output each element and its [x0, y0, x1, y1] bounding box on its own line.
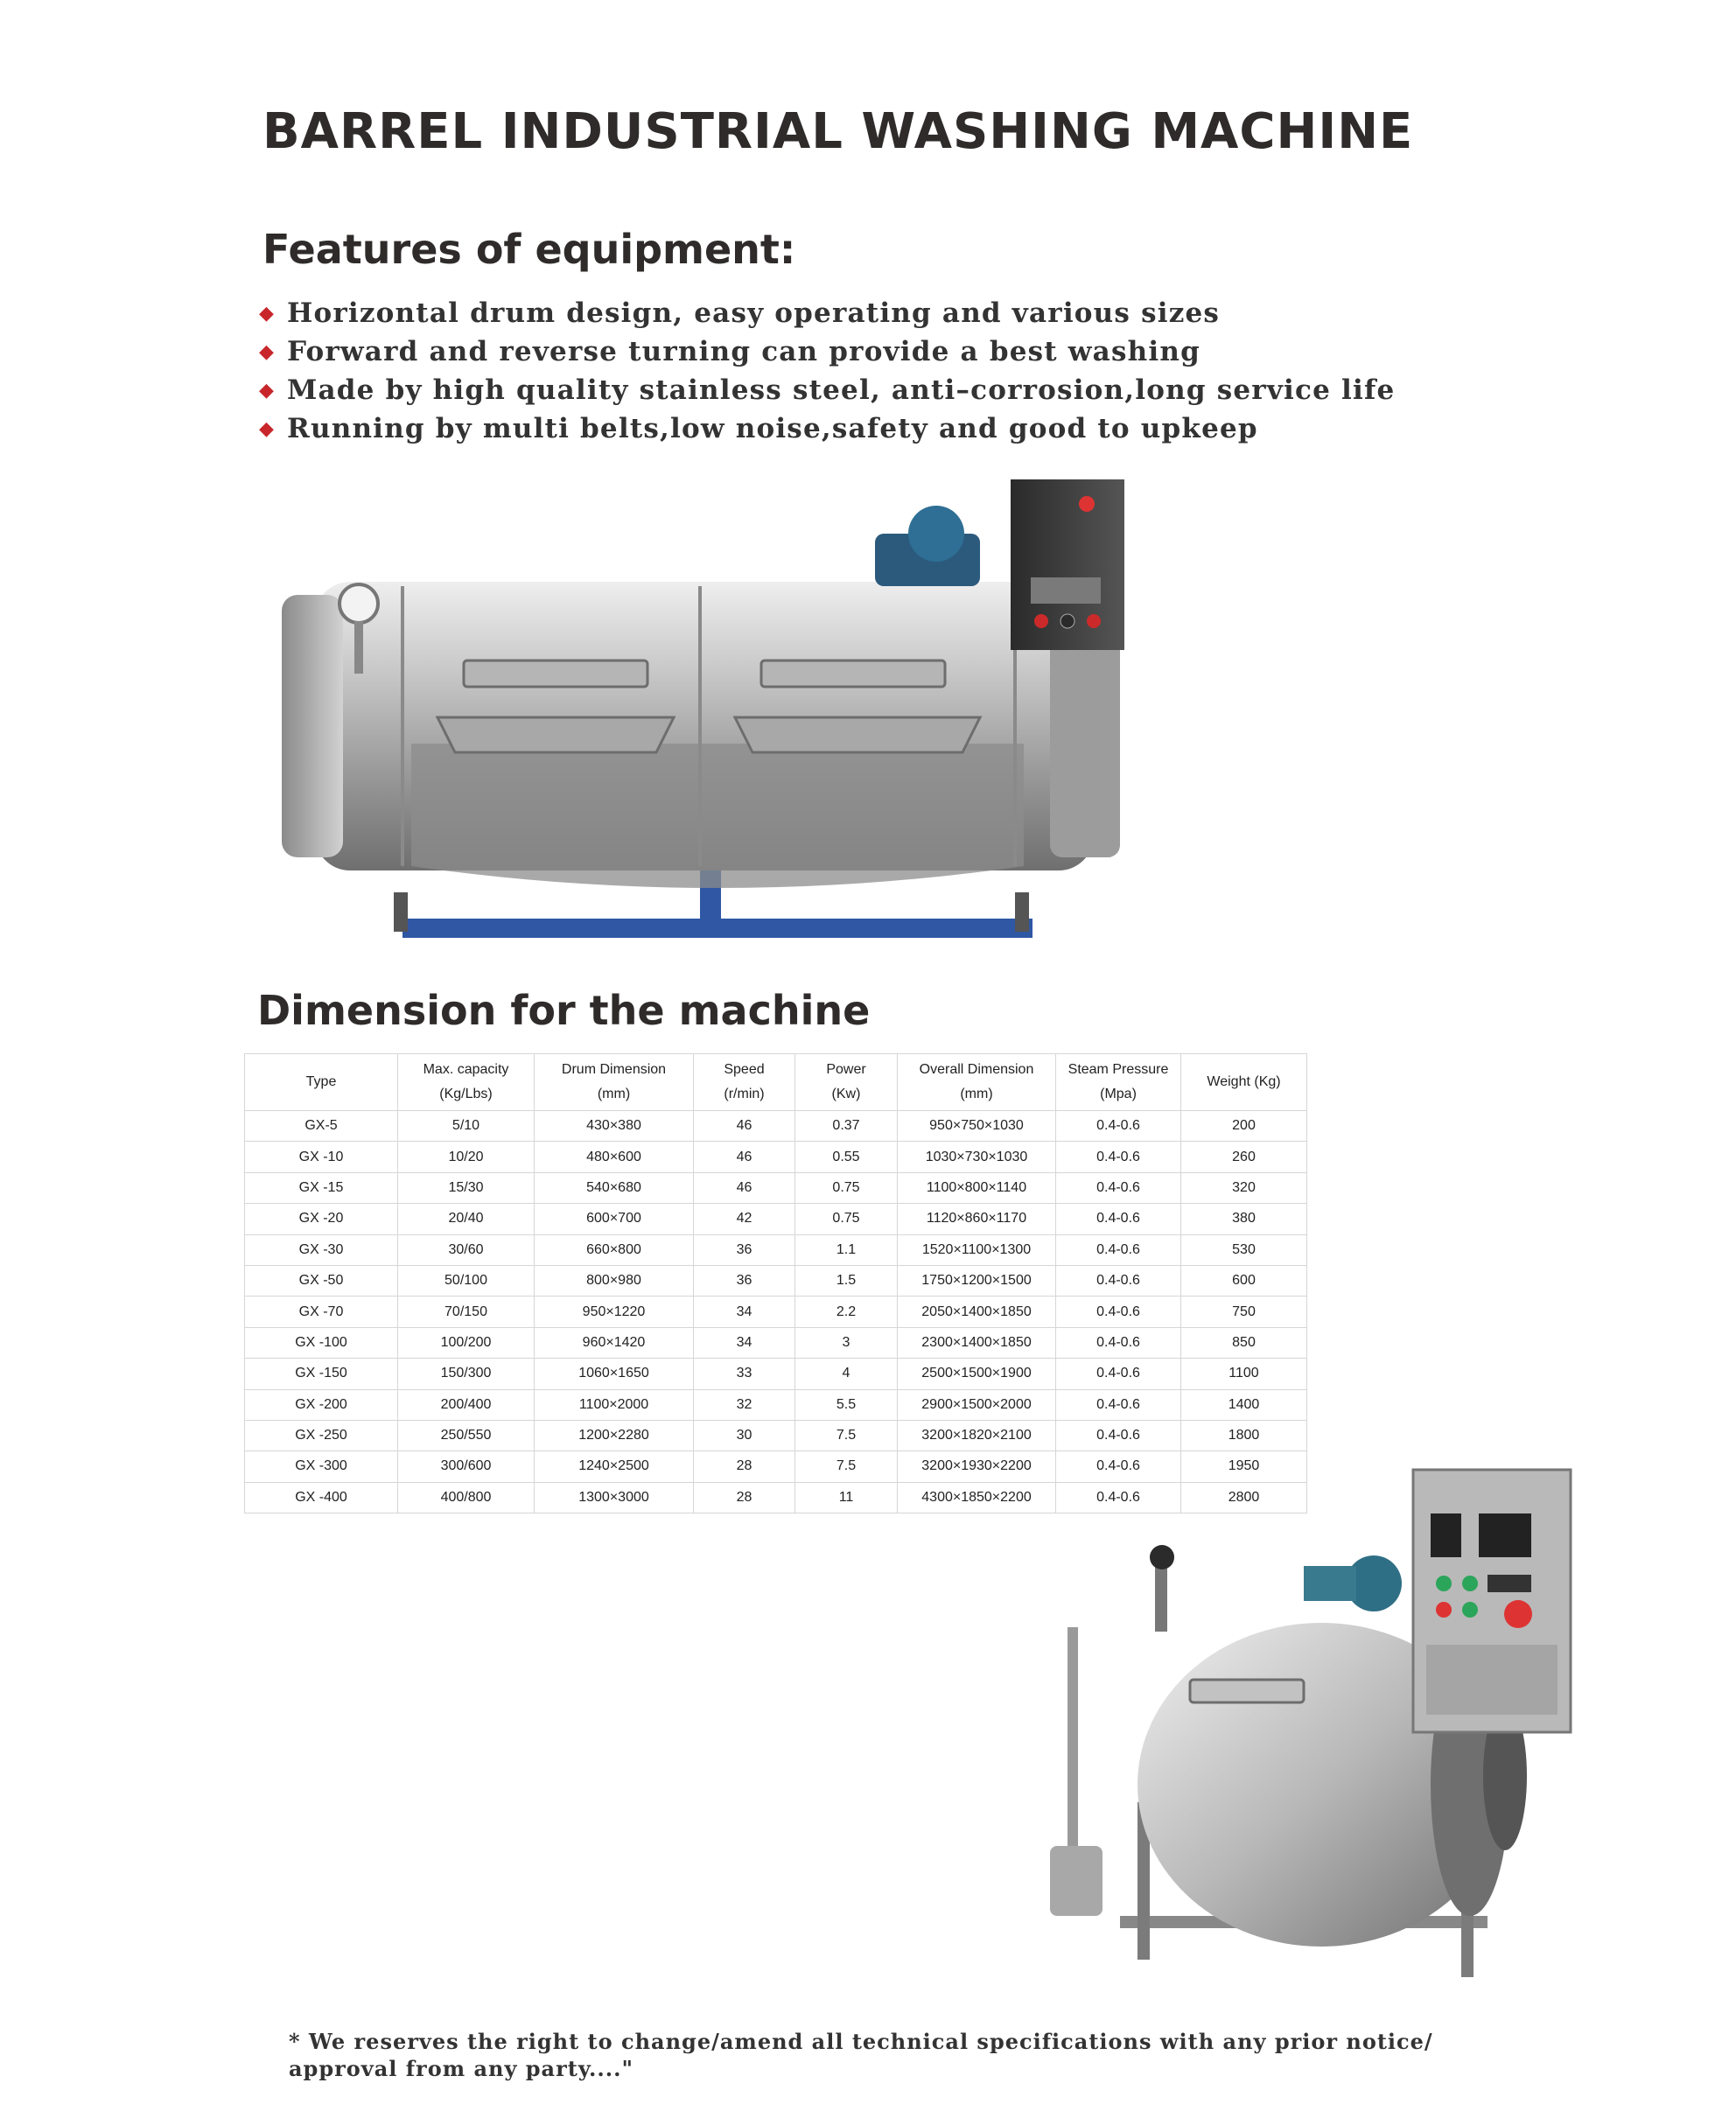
table-cell: 11: [795, 1482, 898, 1513]
table-cell: 1060×1650: [535, 1359, 694, 1389]
table-cell: 1950: [1181, 1451, 1307, 1482]
table-cell: 800×980: [535, 1265, 694, 1296]
table-cell: 28: [694, 1451, 795, 1482]
table-row: [245, 1265, 1307, 1296]
table-cell: 200: [1181, 1111, 1307, 1142]
table-cell: 15/30: [398, 1172, 535, 1203]
table-cell: 0.4-0.6: [1056, 1297, 1181, 1327]
table-cell: GX -400: [245, 1482, 398, 1513]
table-cell: 0.4-0.6: [1056, 1389, 1181, 1420]
table-cell: 0.4-0.6: [1056, 1172, 1181, 1203]
feature-item: [259, 294, 1395, 332]
table-cell: 100/200: [398, 1327, 535, 1358]
table-cell: GX -10: [245, 1142, 398, 1172]
page-title: BARREL INDUSTRIAL WASHING MACHINE: [262, 103, 1414, 160]
feature-text: Made by high quality stainless steel, anti–corrosion,long service life: [287, 374, 1396, 406]
table-cell: 0.4-0.6: [1056, 1111, 1181, 1142]
table-cell: GX-5: [245, 1111, 398, 1142]
table-cell: 1240×2500: [535, 1451, 694, 1482]
table-cell: GX -50: [245, 1265, 398, 1296]
table-cell: 2.2: [795, 1297, 898, 1327]
table-cell: 30/60: [398, 1234, 535, 1265]
table-cell: 320: [1181, 1172, 1307, 1203]
table-cell: 7.5: [795, 1451, 898, 1482]
table-cell: 950×1220: [535, 1297, 694, 1327]
table-cell: GX -300: [245, 1451, 398, 1482]
table-cell: 32: [694, 1389, 795, 1420]
table-cell: 400/800: [398, 1482, 535, 1513]
table-cell: 46: [694, 1172, 795, 1203]
table-cell: 750: [1181, 1297, 1307, 1327]
table-cell: 430×380: [535, 1111, 694, 1142]
table-cell: 0.4-0.6: [1056, 1451, 1181, 1482]
table-cell: 1.1: [795, 1234, 898, 1265]
table-cell: 46: [694, 1111, 795, 1142]
table-cell: GX -15: [245, 1172, 398, 1203]
table-cell: 2900×1500×2000: [898, 1389, 1056, 1420]
table-cell: 2800: [1181, 1482, 1307, 1513]
table-cell: 1200×2280: [535, 1420, 694, 1450]
column-header: Weight (Kg): [1181, 1054, 1307, 1111]
table-cell: 7.5: [795, 1420, 898, 1450]
table-cell: 1.5: [795, 1265, 898, 1296]
column-header: Power (Kw): [795, 1054, 898, 1111]
table-cell: GX -150: [245, 1359, 398, 1389]
table-cell: 0.75: [795, 1172, 898, 1203]
table-cell: 950×750×1030: [898, 1111, 1056, 1142]
table-cell: 0.4-0.6: [1056, 1482, 1181, 1513]
table-cell: 0.75: [795, 1204, 898, 1234]
table-cell: 3200×1820×2100: [898, 1420, 1056, 1450]
table-cell: GX -20: [245, 1204, 398, 1234]
table-cell: 0.4-0.6: [1056, 1204, 1181, 1234]
feature-item: [259, 332, 1395, 371]
horizontal-washing-machine-image: [262, 455, 1172, 997]
table-cell: 0.4-0.6: [1056, 1142, 1181, 1172]
table-cell: 150/300: [398, 1359, 535, 1389]
table-cell: 42: [694, 1204, 795, 1234]
table-cell: 200/400: [398, 1389, 535, 1420]
table-cell: GX -200: [245, 1389, 398, 1420]
table-cell: GX -30: [245, 1234, 398, 1265]
table-cell: 1300×3000: [535, 1482, 694, 1513]
table-cell: 0.4-0.6: [1056, 1359, 1181, 1389]
diamond-bullet-icon: ◆: [259, 340, 276, 363]
table-cell: 2300×1400×1850: [898, 1327, 1056, 1358]
table-cell: 300/600: [398, 1451, 535, 1482]
table-cell: 1750×1200×1500: [898, 1265, 1056, 1296]
table-cell: 1800: [1181, 1420, 1307, 1450]
table-cell: 36: [694, 1265, 795, 1296]
table-row: [245, 1389, 1307, 1420]
column-header: Speed (r/min): [694, 1054, 795, 1111]
table-cell: 70/150: [398, 1297, 535, 1327]
table-header-row: [245, 1054, 1307, 1111]
table-row: [245, 1142, 1307, 1172]
diamond-bullet-icon: ◆: [259, 302, 276, 325]
diamond-bullet-icon: ◆: [259, 379, 276, 402]
table-cell: 1120×860×1170: [898, 1204, 1056, 1234]
feature-text: Horizontal drum design, easy operating and various sizes: [287, 297, 1221, 329]
table-cell: 2050×1400×1850: [898, 1297, 1056, 1327]
feature-item: [259, 409, 1395, 448]
table-cell: 960×1420: [535, 1327, 694, 1358]
table-cell: 380: [1181, 1204, 1307, 1234]
table-cell: GX -70: [245, 1297, 398, 1327]
table-cell: 3: [795, 1327, 898, 1358]
feature-text: Running by multi belts,low noise,safety and good to upkeep: [287, 413, 1258, 444]
table-cell: 480×600: [535, 1142, 694, 1172]
table-cell: 1100×2000: [535, 1389, 694, 1420]
table-cell: 0.4-0.6: [1056, 1420, 1181, 1450]
table-cell: 850: [1181, 1327, 1307, 1358]
table-cell: 600: [1181, 1265, 1307, 1296]
table-cell: 4300×1850×2200: [898, 1482, 1056, 1513]
table-cell: 33: [694, 1359, 795, 1389]
table-cell: 5/10: [398, 1111, 535, 1142]
table-cell: 0.37: [795, 1111, 898, 1142]
table-cell: GX -100: [245, 1327, 398, 1358]
table-row: [245, 1111, 1307, 1142]
features-heading: Features of equipment:: [262, 226, 796, 273]
table-cell: 260: [1181, 1142, 1307, 1172]
column-header: Type: [245, 1054, 398, 1111]
table-row: [245, 1204, 1307, 1234]
table-cell: 46: [694, 1142, 795, 1172]
table-row: [245, 1234, 1307, 1265]
table-cell: 30: [694, 1420, 795, 1450]
table-cell: 600×700: [535, 1204, 694, 1234]
table-cell: 1400: [1181, 1389, 1307, 1420]
table-cell: 1030×730×1030: [898, 1142, 1056, 1172]
table-cell: 0.55: [795, 1142, 898, 1172]
table-cell: GX -250: [245, 1420, 398, 1450]
table-row: [245, 1172, 1307, 1203]
compact-washing-machine-image: [1015, 1435, 1592, 2012]
column-header: Drum Dimension (mm): [535, 1054, 694, 1111]
table-cell: 0.4-0.6: [1056, 1327, 1181, 1358]
column-header: Max. capacity (Kg/Lbs): [398, 1054, 535, 1111]
table-cell: 0.4-0.6: [1056, 1265, 1181, 1296]
disclaimer-note: * We reserves the right to change/amend all technical specifications with any prior notice/ approval from any party....": [289, 2029, 1433, 2081]
table-cell: 250/550: [398, 1420, 535, 1450]
table-cell: 34: [694, 1297, 795, 1327]
table-cell: 20/40: [398, 1204, 535, 1234]
table-cell: 36: [694, 1234, 795, 1265]
table-cell: 1520×1100×1300: [898, 1234, 1056, 1265]
diamond-bullet-icon: ◆: [259, 417, 276, 440]
table-cell: 1100: [1181, 1359, 1307, 1389]
features-list: [259, 294, 1395, 448]
feature-item: [259, 371, 1395, 409]
table-cell: 10/20: [398, 1142, 535, 1172]
table-cell: 5.5: [795, 1389, 898, 1420]
table-cell: 1100×800×1140: [898, 1172, 1056, 1203]
table-cell: 2500×1500×1900: [898, 1359, 1056, 1389]
table-cell: 3200×1930×2200: [898, 1451, 1056, 1482]
table-cell: 34: [694, 1327, 795, 1358]
table-cell: 0.4-0.6: [1056, 1234, 1181, 1265]
table-cell: 660×800: [535, 1234, 694, 1265]
table-row: [245, 1297, 1307, 1327]
table-cell: 50/100: [398, 1265, 535, 1296]
column-header: Overall Dimension (mm): [898, 1054, 1056, 1111]
table-row: [245, 1327, 1307, 1358]
table-cell: 28: [694, 1482, 795, 1513]
feature-text: Forward and reverse turning can provide a best washing: [287, 336, 1200, 367]
table-cell: 530: [1181, 1234, 1307, 1265]
column-header: Steam Pressure (Mpa): [1056, 1054, 1181, 1111]
table-row: [245, 1359, 1307, 1389]
table-cell: 4: [795, 1359, 898, 1389]
dimension-heading: Dimension for the machine: [257, 987, 871, 1034]
table-cell: 540×680: [535, 1172, 694, 1203]
